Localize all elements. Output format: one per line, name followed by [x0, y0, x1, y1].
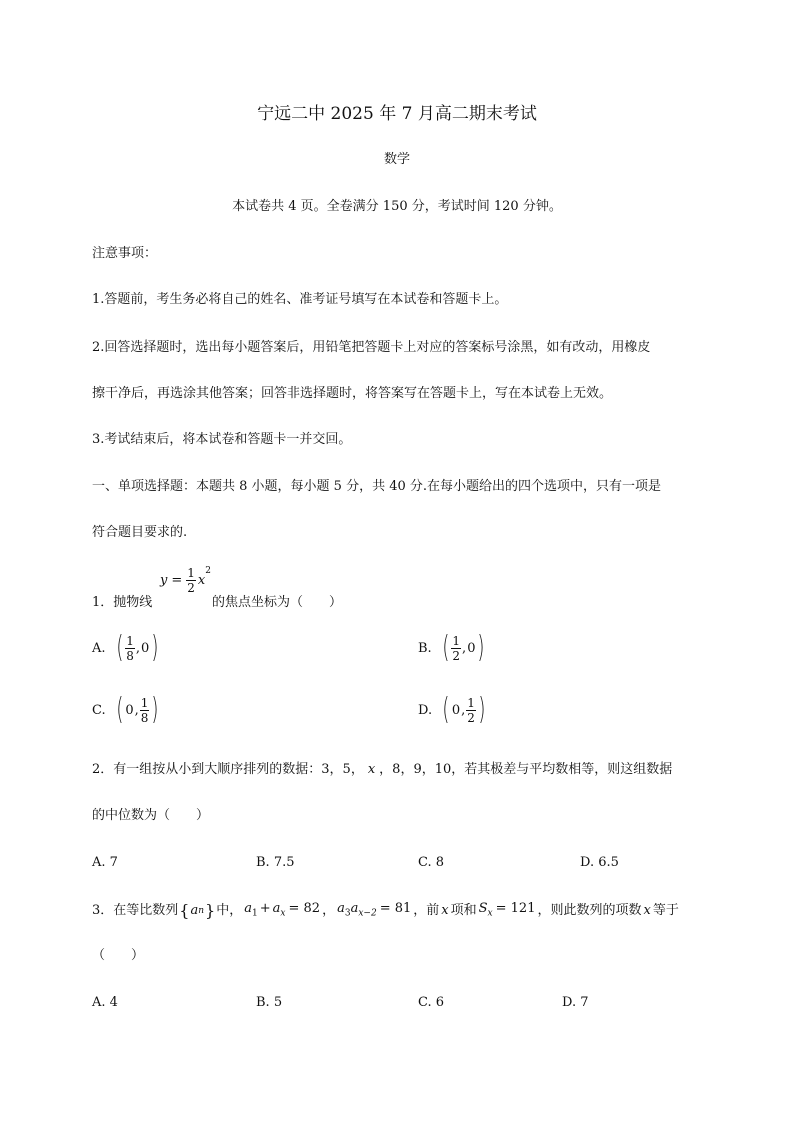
seq-brace-open: { — [179, 901, 190, 921]
fraction-den: 8 — [140, 710, 149, 725]
q3-variable: x — [441, 903, 449, 919]
eq-fraction-num: 1 — [187, 566, 195, 580]
exam-info: 本试卷共 4 页。全卷满分 150 分，考试时间 120 分钟。 — [232, 199, 562, 214]
q3-variable-2: x — [643, 903, 651, 919]
q3-equation-2: $a_3a_{x-2} = 81$ — [337, 901, 412, 919]
note-item-2-line-2: 擦干净后，再选涂其他答案；回答非选择题时，将答案写在答题卡上，写在本试卷上无效。 — [92, 386, 613, 401]
option-fraction — [140, 696, 150, 725]
option-fraction — [451, 634, 461, 663]
q3-text-7: 等于 — [652, 903, 679, 919]
note-item-2-line-1: 2.回答选择题时，选出每小题答案后，用铅笔把答题卡上对应的答案标号涂黑，如有改动，用橡皮 — [92, 340, 651, 355]
option-coordinate: 0 — [467, 640, 476, 656]
eq-fraction-den: 2 — [187, 581, 195, 595]
q2-option-d[interactable]: D. 6.5 — [580, 855, 619, 870]
q2-text-a: 2．有一组按从小到大顺序排列的数据：3，5， — [92, 762, 364, 777]
q3-text-6: ，则此数列的项数 — [537, 903, 642, 919]
notes-heading: 注意事项： — [92, 246, 158, 261]
right-paren: ) — [151, 692, 159, 727]
q2-option-a[interactable]: A. 7 — [92, 855, 118, 870]
q3-text-5: 项和 — [450, 903, 477, 919]
eq-fraction — [186, 566, 196, 595]
q2-option-c[interactable]: C. 8 — [418, 855, 445, 870]
option-label: B. — [418, 640, 432, 656]
seq-brace-close: } — [205, 901, 216, 921]
q1-suffix: 的焦点坐标为（ ） — [212, 595, 343, 610]
right-paren: ) — [477, 630, 485, 665]
eq-equals: = — [171, 573, 183, 588]
subject-label: 数学 — [383, 152, 410, 167]
right-paren: ) — [151, 630, 159, 665]
q3-option-a[interactable]: A. 4 — [92, 995, 118, 1010]
q3-line-1 — [92, 901, 679, 922]
q1-prefix: 1．抛物线 — [92, 595, 153, 610]
eq-x: x — [197, 573, 206, 588]
q2-line-2: 的中位数为（ ） — [92, 808, 210, 823]
option-coordinate: 0 — [141, 640, 150, 656]
q2-line-1 — [92, 762, 672, 778]
q2-text-b: ，8，9，10，若其极差与平均数相等，则这组数据 — [379, 762, 673, 777]
q3-equation-1: $a_1 + a_x = 82$ — [244, 901, 321, 919]
note-item-1: 1.答题前，考生务必将自己的姓名、准考证号填写在本试卷和答题卡上。 — [92, 292, 508, 307]
q1-option-c[interactable]: C. ( 0 , $\frac{1}{8}$ ) — [92, 692, 159, 727]
q3-text-2: 中， — [216, 903, 243, 919]
section-1-line-1: 一、单项选择题：本题共 8 小题，每小题 5 分，共 40 分.在每小题给出的四个选项中，只有一项是 — [92, 479, 662, 494]
q3-text-3: ， — [322, 903, 336, 919]
seq-n: n — [198, 906, 205, 917]
left-paren: ( — [115, 692, 123, 727]
section-1-line-2: 符合题目要求的. — [92, 525, 188, 540]
option-fraction — [466, 696, 476, 725]
q3-text-4: ，前 — [413, 903, 440, 919]
q1-option-d[interactable]: D. ( 0 , $\frac{1}{2}$ ) — [418, 692, 486, 727]
q1-parabola-equation — [160, 566, 211, 595]
q1-option-a[interactable]: A. ( $\frac{1}{8}$ , 0 ) — [92, 630, 159, 665]
option-coordinate: 0 — [125, 702, 134, 718]
right-paren: ) — [478, 692, 486, 727]
q2-option-b[interactable]: B. 7.5 — [256, 855, 295, 870]
note-item-3: 3.考试结束后，将本试卷和答题卡一并交回。 — [92, 432, 352, 447]
fraction-num: 1 — [126, 633, 134, 648]
eq-y: y — [160, 573, 168, 588]
fraction-den: 2 — [452, 648, 461, 663]
eq-exponent: 2 — [205, 566, 211, 576]
left-paren: ( — [442, 692, 450, 727]
q3-sum-equation: $S_x = 121$ — [478, 901, 536, 919]
fraction-den: 2 — [467, 710, 475, 725]
fraction-num: 1 — [452, 633, 461, 648]
left-paren: ( — [115, 630, 123, 665]
option-coordinate: 0 — [451, 702, 461, 718]
option-fraction — [125, 634, 135, 663]
fraction-num: 1 — [467, 695, 475, 710]
fraction-num: 1 — [140, 695, 149, 710]
q3-text-1: 3．在等比数列 — [92, 903, 179, 919]
option-label: C. — [92, 702, 106, 718]
left-paren: ( — [442, 630, 450, 665]
seq-a: a — [190, 903, 199, 919]
q3-option-c[interactable]: C. 6 — [418, 995, 445, 1010]
option-label: A. — [92, 640, 106, 656]
q3-option-b[interactable]: B. 5 — [256, 995, 283, 1010]
q3-line-2: （ ） — [92, 948, 145, 963]
fraction-den: 8 — [126, 648, 134, 663]
exam-title: 宁远二中 2025 年 7 月高二期末考试 — [257, 104, 537, 124]
q2-variable: x — [367, 762, 376, 777]
option-label: D. — [418, 702, 433, 718]
q3-option-d[interactable]: D. 7 — [562, 995, 589, 1010]
q1-option-b[interactable]: B. ( $\frac{1}{2}$ , 0 ) — [418, 630, 485, 665]
